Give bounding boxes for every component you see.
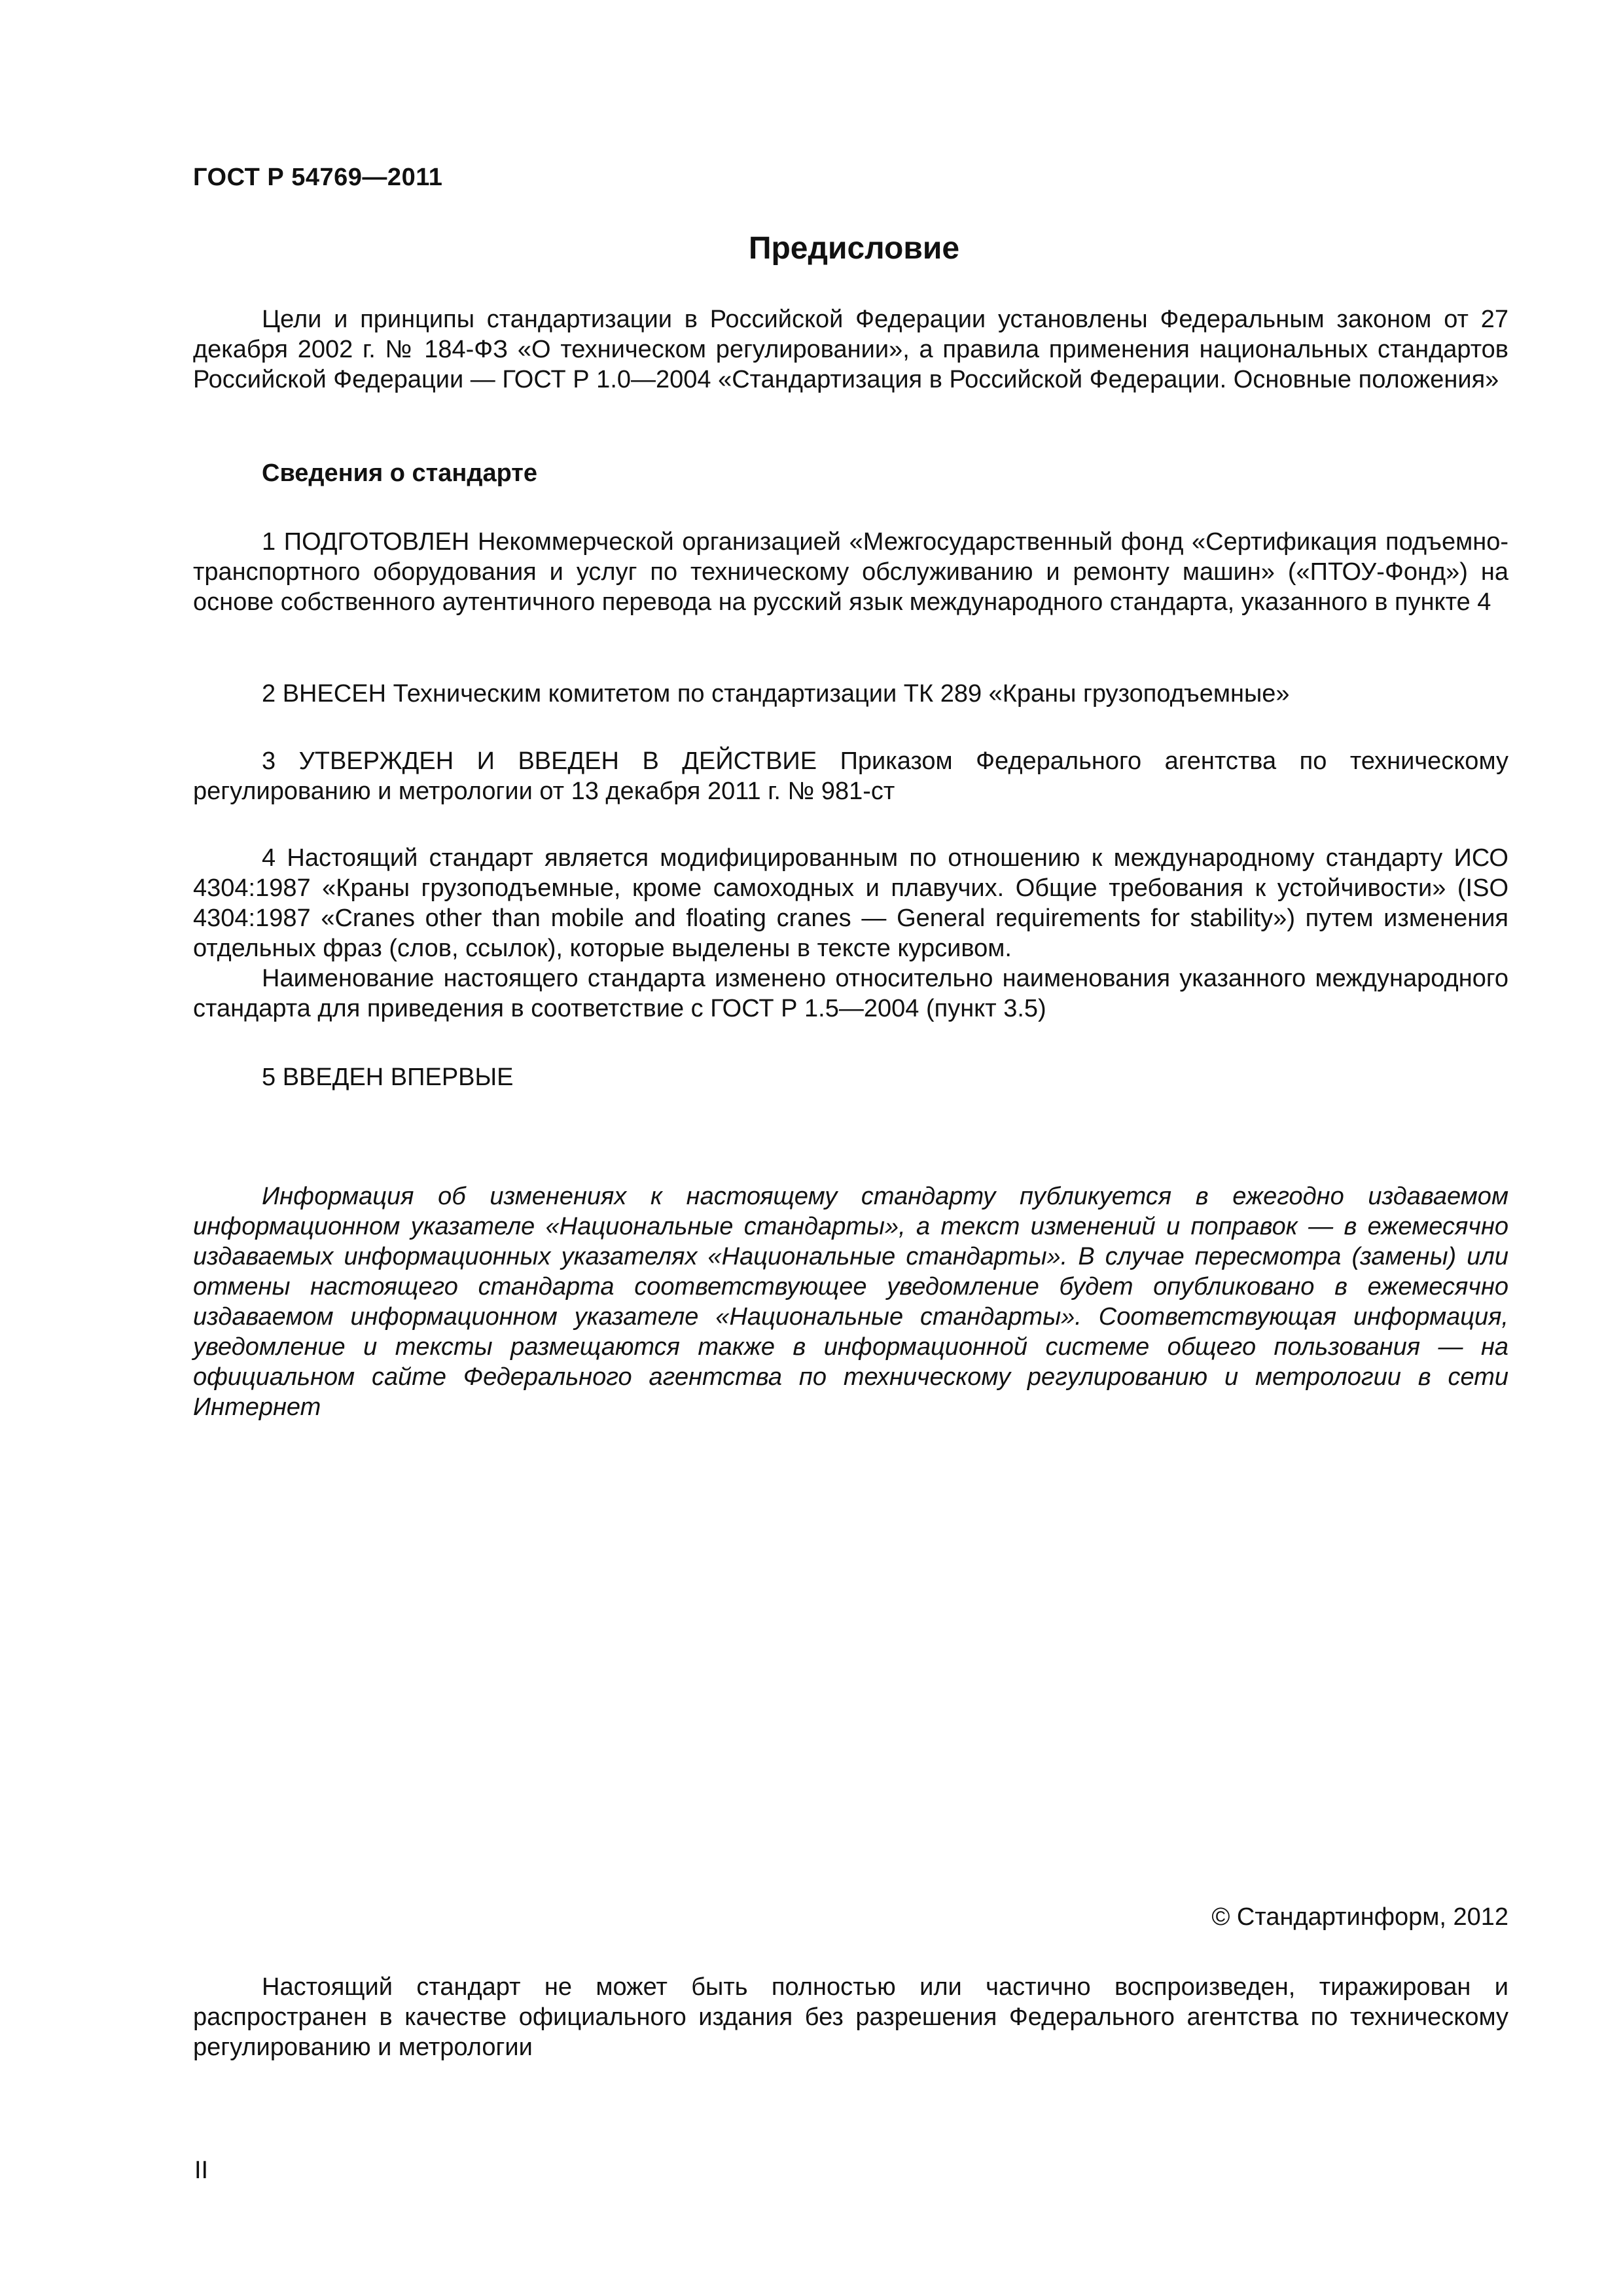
item-1-paragraph: 1 ПОДГОТОВЛЕН Некоммерческой организацией «Межгосударственный фонд «Сертификация подъемно-транспортного оборудования и услуг по техническому обслуживанию и ремонту машин» («ПТОУ-Фонд») на основе собственного аутентичного перевода на русский язык международного стандарта, указанного в пункте 4 [193, 528, 1508, 616]
item-1-block [193, 527, 1508, 617]
notice-block [193, 1181, 1508, 1422]
document-code: ГОСТ Р 54769—2011 [193, 164, 443, 191]
notice-paragraph: Информация об изменениях к настоящему стандарту публикуется в ежегодно издаваемом информационном указателе «Национальные стандарты», а текст изменений и поправок — в ежемесячно издаваемых информационных указателях «Национальные стандарты». В случае пересмотра (замены) или отмены настоящего стандарта соответствующее уведомление будет опубликовано в ежемесячно издаваемом информационном указателе «Национальные стандарты». Соответствующая информация, уведомление и тексты размещаются также в информационной системе общего пользования — на официальном сайте Федерального агентства по техническому регулированию и метрологии в сети Интернет [193, 1183, 1508, 1421]
item-3-block [193, 746, 1508, 806]
intro-block [193, 304, 1508, 395]
item-2-block [193, 679, 1508, 709]
page-title: Предисловие [748, 231, 960, 266]
copyright-line: © Стандартинформ, 2012 [1211, 1903, 1508, 1931]
info-heading: Сведения о стандарте [262, 459, 538, 487]
item-2-paragraph: 2 ВНЕСЕН Техническим комитетом по стандартизации ТК 289 «Краны грузоподъемные» [262, 680, 1290, 708]
reproduction-paragraph: Настоящий стандарт не может быть полностью или частично воспроизведен, тиражирован и распространен в качестве официального издания без разрешения Федерального агентства по техническому регулированию и метрологии [193, 1973, 1508, 2061]
item-5-block [193, 1062, 1508, 1092]
item-5-paragraph: 5 ВВЕДЕН ВПЕРВЫЕ [262, 1064, 514, 1091]
info-heading-block [193, 458, 1508, 488]
reproduction-block [193, 1972, 1508, 2062]
item-3-paragraph: 3 УТВЕРЖДЕН И ВВЕДЕН В ДЕЙСТВИЕ Приказом Федерального агентства по техническому регулированию и метрологии от 13 декабря 2011 г. № 981-ст [193, 747, 1508, 805]
intro-paragraph: Цели и принципы стандартизации в Российской Федерации установлены Федеральным законом от 27 декабря 2002 г. № 184-ФЗ «О техническом регулировании», а правила применения национальных стандартов Российской Федерации — ГОСТ Р 1.0—2004 «Стандартизация в Российской Федерации. Основные положения» [193, 306, 1508, 393]
page-number: II [194, 2157, 209, 2184]
item-4-block [193, 843, 1508, 1024]
item-4-paragraph: 4 Настоящий стандарт является модифицированным по отношению к международному стандарту ИСО 4304:1987 «Краны грузоподъемные, кроме самоходных и плавучих. Общие требования к устойчивости» (ISO 4304:1987 «Cranes other than mobile and floating cranes — General requirements for stability») путем изменения отдельных фраз (слов, ссылок), которые выделены в тексте курсивом. [193, 844, 1508, 962]
item-4-note-paragraph: Наименование настоящего стандарта изменено относительно наименования указанного международного стандарта для приведения в соответствие с ГОСТ Р 1.5—2004 (пункт 3.5) [193, 965, 1508, 1022]
